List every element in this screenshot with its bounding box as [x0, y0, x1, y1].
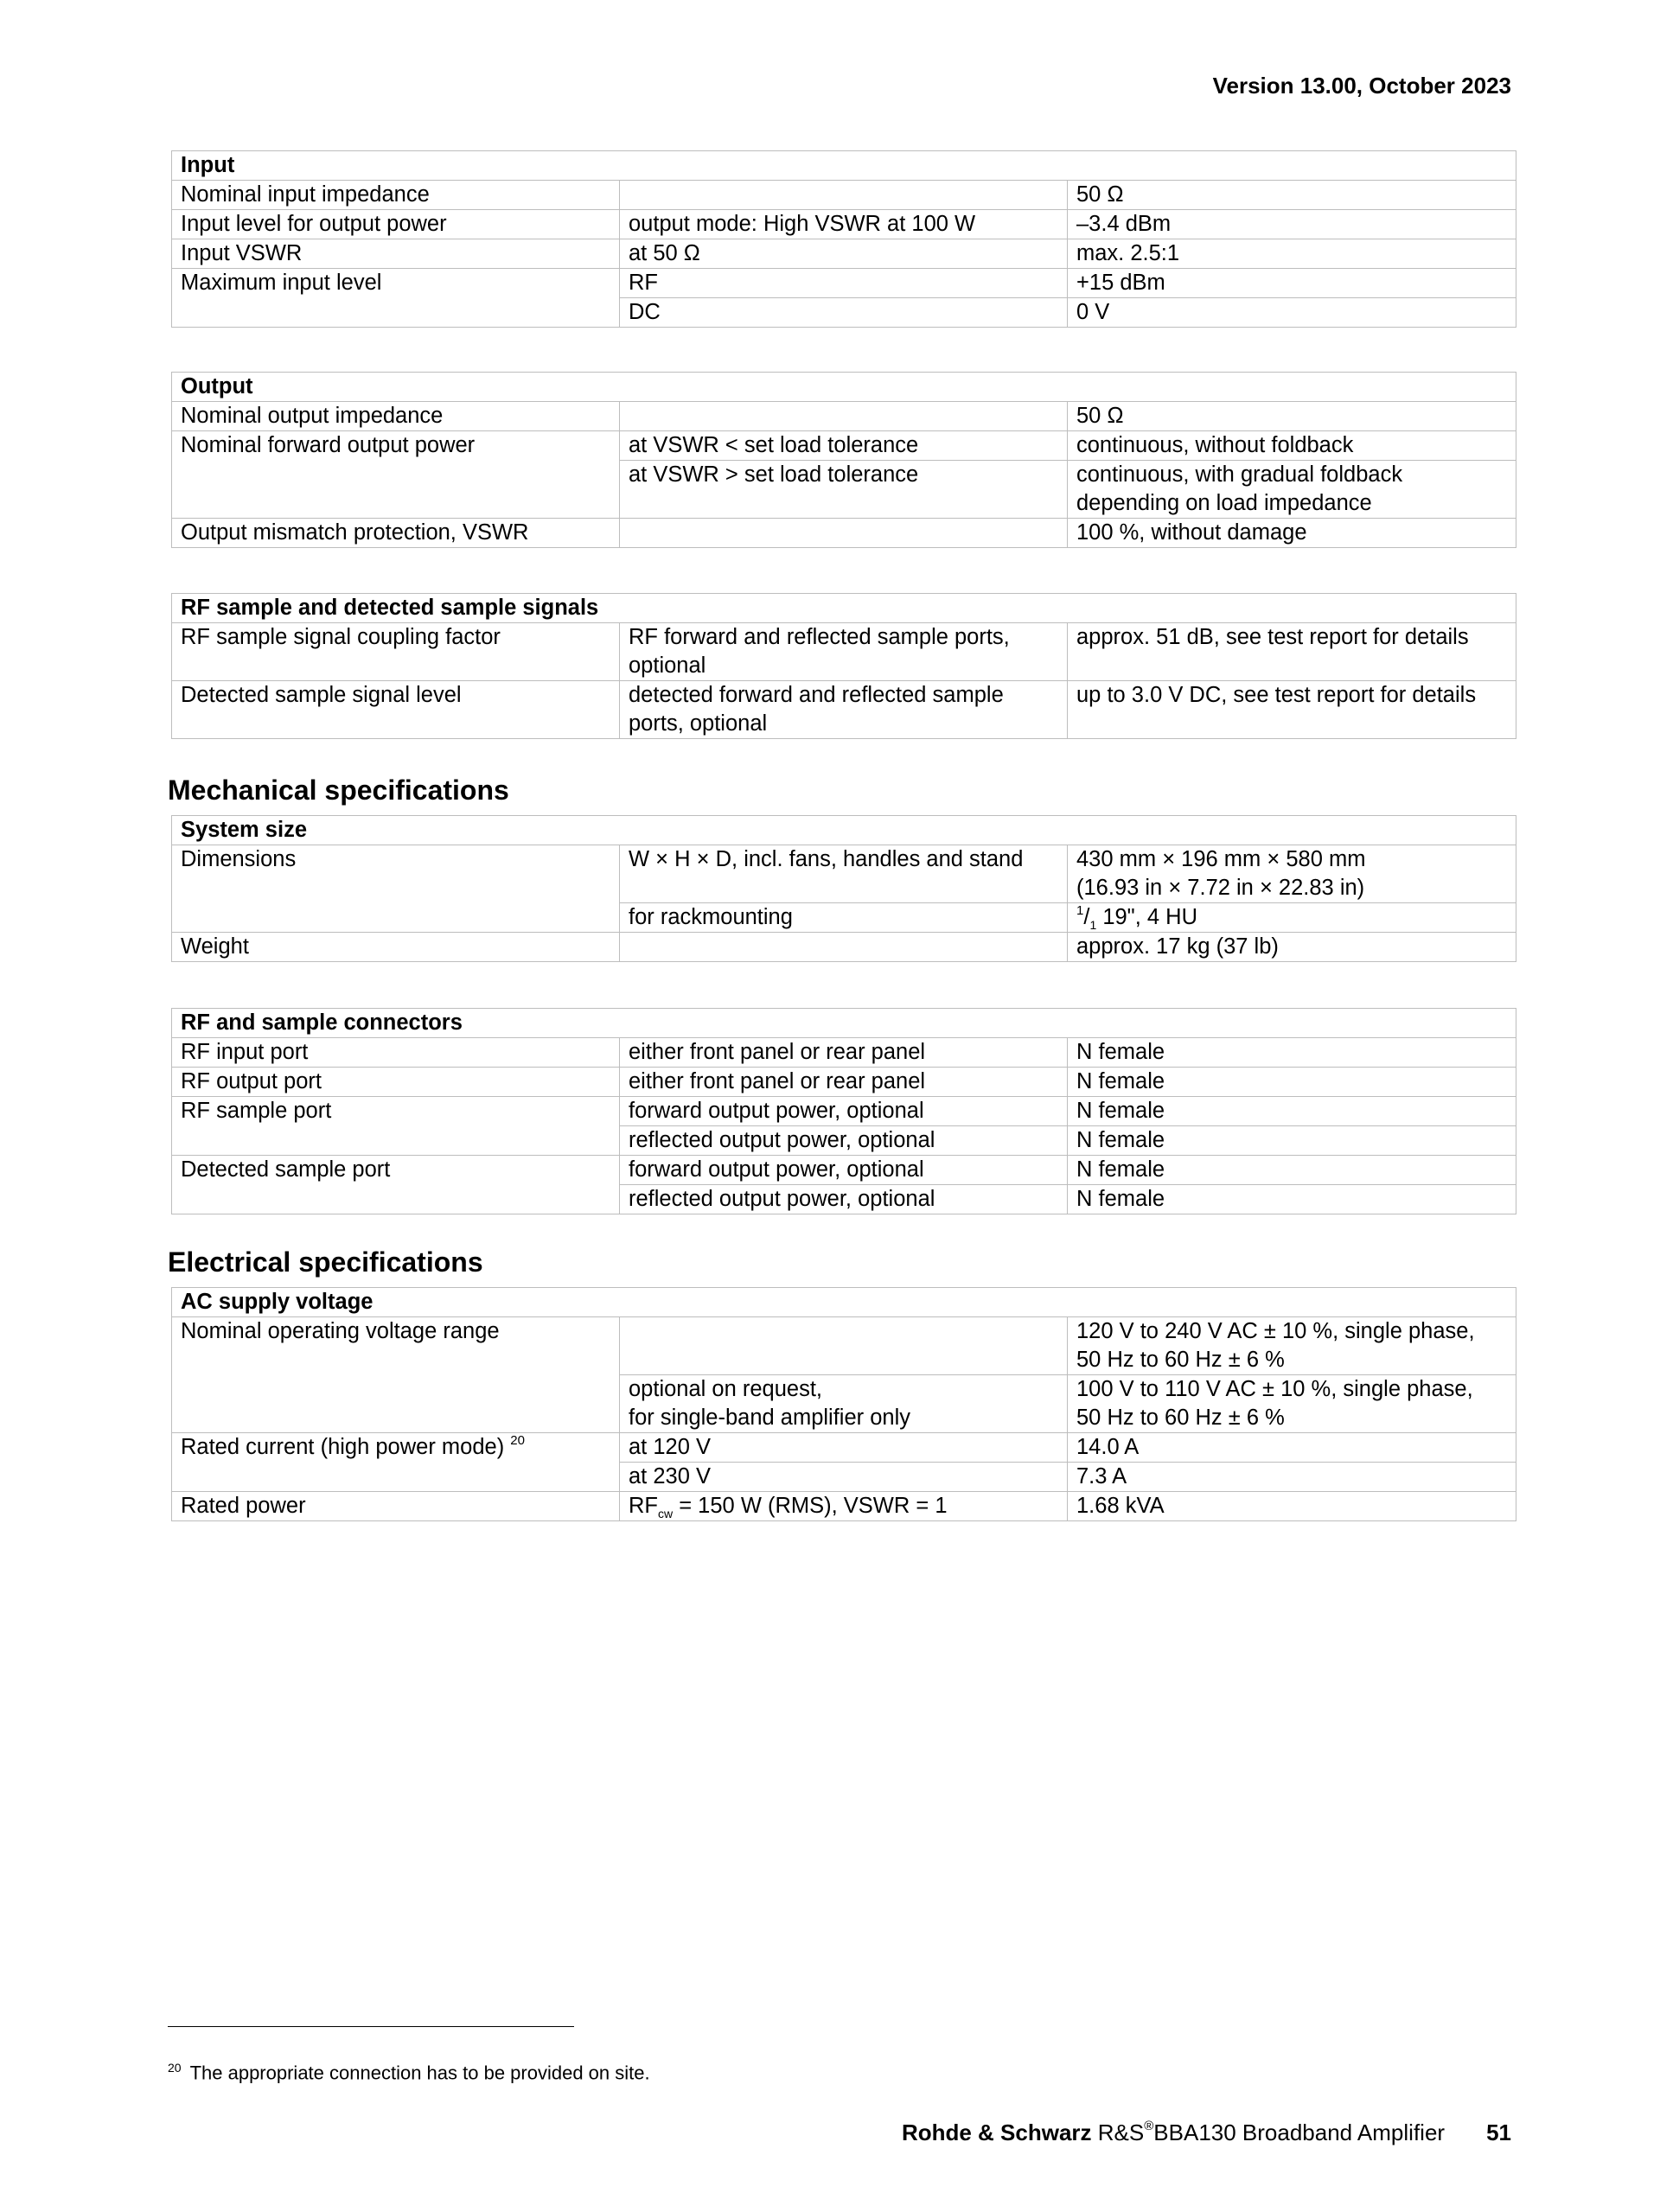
spec-value: 50 Ω [1068, 402, 1516, 431]
spec-value: 50 Ω [1068, 181, 1516, 210]
spec-value: N female [1068, 1097, 1516, 1126]
spec-condition [620, 1492, 1068, 1521]
spec-value-line: (16.93 in × 7.72 in × 22.83 in) [1076, 876, 1365, 900]
spec-condition: at 50 Ω [620, 239, 1068, 269]
spec-condition-line: for single-band amplifier only [629, 1406, 910, 1430]
spec-value: N female [1068, 1185, 1516, 1214]
spec-label: Nominal output impedance [172, 402, 620, 431]
document-version: Version 13.00, October 2023 [1212, 73, 1511, 99]
table-row [172, 269, 1516, 298]
spec-condition: at 120 V [620, 1433, 1068, 1463]
spec-value: 1.68 kVA [1068, 1492, 1516, 1521]
table-row [172, 681, 1516, 739]
spec-label: Output mismatch protection, VSWR [172, 519, 620, 548]
spec-condition: at VSWR < set load tolerance [620, 431, 1068, 461]
page-footer [902, 2120, 1511, 2146]
spec-condition-text: RF [629, 1494, 658, 1518]
spec-condition: forward output power, optional [620, 1156, 1068, 1185]
spec-value [1068, 1317, 1516, 1375]
spec-condition: reflected output power, optional [620, 1185, 1068, 1214]
spec-label: Rated power [172, 1492, 620, 1521]
spec-condition-text: = 150 W (RMS), VSWR = 1 [673, 1494, 948, 1518]
spec-label: Nominal operating voltage range [172, 1317, 620, 1433]
connectors-spec-table [171, 1008, 1516, 1214]
table-row [172, 210, 1516, 239]
section-heading-electrical: Electrical specifications [168, 1246, 483, 1278]
spec-condition: RF [620, 269, 1068, 298]
spec-condition [620, 933, 1068, 962]
table-title: System size [172, 816, 1516, 845]
spec-condition: for rackmounting [620, 903, 1068, 933]
spec-label [172, 1433, 620, 1492]
spec-value-line: depending on load impedance [1076, 491, 1372, 515]
table-title: RF and sample connectors [172, 1009, 1516, 1038]
spec-condition: forward output power, optional [620, 1097, 1068, 1126]
spec-value: max. 2.5:1 [1068, 239, 1516, 269]
spec-label: Nominal input impedance [172, 181, 620, 210]
spec-condition: at VSWR > set load tolerance [620, 461, 1068, 519]
rf-sample-spec-table [171, 593, 1516, 739]
spec-condition: either front panel or rear panel [620, 1068, 1068, 1097]
table-row [172, 239, 1516, 269]
output-spec-table [171, 372, 1516, 548]
spec-condition-line: optional on request, [629, 1377, 822, 1401]
table-title: RF sample and detected sample signals [172, 594, 1516, 623]
spec-label: RF sample signal coupling factor [172, 623, 620, 681]
spec-value: N female [1068, 1156, 1516, 1185]
table-row [172, 181, 1516, 210]
electrical-spec-table [171, 1287, 1516, 1521]
table-row [172, 1097, 1516, 1126]
spec-value: –3.4 dBm [1068, 210, 1516, 239]
table-row [172, 1492, 1516, 1521]
spec-label-text: Rated current (high power mode) [181, 1435, 505, 1459]
table-row [172, 933, 1516, 962]
spec-value-line: continuous, with gradual foldback [1076, 462, 1403, 487]
table-row [172, 402, 1516, 431]
spec-value: +15 dBm [1068, 269, 1516, 298]
table-row [172, 1156, 1516, 1185]
spec-value: approx. 17 kg (37 lb) [1068, 933, 1516, 962]
table-title: AC supply voltage [172, 1288, 1516, 1317]
footnote-divider [168, 2026, 574, 2027]
footer-brand: Rohde & Schwarz [901, 2120, 1092, 2145]
spec-label: Input VSWR [172, 239, 620, 269]
spec-condition-line: RF forward and reflected sample ports, [629, 625, 1010, 649]
page-number: 51 [1486, 2120, 1511, 2145]
spec-label: RF input port [172, 1038, 620, 1068]
spec-condition [620, 623, 1068, 681]
mechanical-spec-table [171, 815, 1516, 962]
footnote-text: The appropriate connection has to be provided on site. [189, 2062, 650, 2084]
fraction-numerator: 1 [1076, 902, 1084, 918]
spec-value: 0 V [1068, 298, 1516, 328]
spec-value: 7.3 A [1068, 1463, 1516, 1492]
spec-label: Input level for output power [172, 210, 620, 239]
spec-condition [620, 681, 1068, 739]
spec-label: Maximum input level [172, 269, 620, 328]
spec-condition: at 230 V [620, 1463, 1068, 1492]
spec-value-line: 120 V to 240 V AC ± 10 %, single phase, [1076, 1319, 1475, 1343]
footer-product-prefix: R&S [1097, 2120, 1145, 2145]
table-row [172, 1038, 1516, 1068]
spec-condition: DC [620, 298, 1068, 328]
spec-condition [620, 181, 1068, 210]
spec-label: Detected sample signal level [172, 681, 620, 739]
table-row [172, 1433, 1516, 1463]
spec-condition [620, 402, 1068, 431]
table-title: Input [172, 151, 1516, 181]
table-row [172, 519, 1516, 548]
spec-label: Nominal forward output power [172, 431, 620, 519]
spec-value: up to 3.0 V DC, see test report for details [1068, 681, 1516, 739]
spec-value: N female [1068, 1038, 1516, 1068]
spec-condition-line: detected forward and reflected sample [629, 683, 1004, 707]
spec-value-line: 50 Hz to 60 Hz ± 6 % [1076, 1348, 1285, 1372]
spec-condition: either front panel or rear panel [620, 1038, 1068, 1068]
footnote [168, 2061, 650, 2084]
spec-value-line: 50 Hz to 60 Hz ± 6 % [1076, 1406, 1285, 1430]
table-title: Output [172, 373, 1516, 402]
footnote-reference: 20 [510, 1432, 525, 1448]
section-heading-mechanical: Mechanical specifications [168, 775, 509, 806]
spec-label: Detected sample port [172, 1156, 620, 1214]
fraction-denominator: 1 [1089, 918, 1097, 933]
spec-condition: reflected output power, optional [620, 1126, 1068, 1156]
spec-label: RF sample port [172, 1097, 620, 1156]
spec-value: 14.0 A [1068, 1433, 1516, 1463]
spec-value: N female [1068, 1126, 1516, 1156]
table-row [172, 1068, 1516, 1097]
spec-label: Weight [172, 933, 620, 962]
spec-condition-line: ports, optional [629, 711, 768, 736]
spec-condition [620, 1317, 1068, 1375]
spec-label: RF output port [172, 1068, 620, 1097]
spec-condition-line: optional [629, 653, 706, 678]
input-spec-table [171, 150, 1516, 328]
spec-value: continuous, without foldback [1068, 431, 1516, 461]
spec-condition: W × H × D, incl. fans, handles and stand [620, 845, 1068, 903]
footnote-number: 20 [168, 2061, 182, 2075]
spec-value [1068, 461, 1516, 519]
subscript-text: cw [658, 1507, 674, 1521]
spec-value: 100 %, without damage [1068, 519, 1516, 548]
registered-mark: ® [1144, 2119, 1154, 2134]
table-row [172, 1317, 1516, 1375]
spec-value-rest: 19", 4 HU [1096, 905, 1198, 929]
spec-value [1068, 1375, 1516, 1433]
footer-product: BBA130 Broadband Amplifier [1153, 2120, 1446, 2145]
spec-value: $^1/_1$ 19", 4 HU [1068, 903, 1516, 933]
table-row [172, 845, 1516, 903]
spec-value [1068, 845, 1516, 903]
spec-value: approx. 51 dB, see test report for details [1068, 623, 1516, 681]
spec-value-line: 430 mm × 196 mm × 580 mm [1076, 847, 1366, 871]
spec-value-line: 100 V to 110 V AC ± 10 %, single phase, [1076, 1377, 1473, 1401]
spec-condition [620, 519, 1068, 548]
spec-condition: output mode: High VSWR at 100 W [620, 210, 1068, 239]
spec-label: Dimensions [172, 845, 620, 933]
spec-condition [620, 1375, 1068, 1433]
table-row [172, 431, 1516, 461]
spec-value: N female [1068, 1068, 1516, 1097]
table-row [172, 623, 1516, 681]
